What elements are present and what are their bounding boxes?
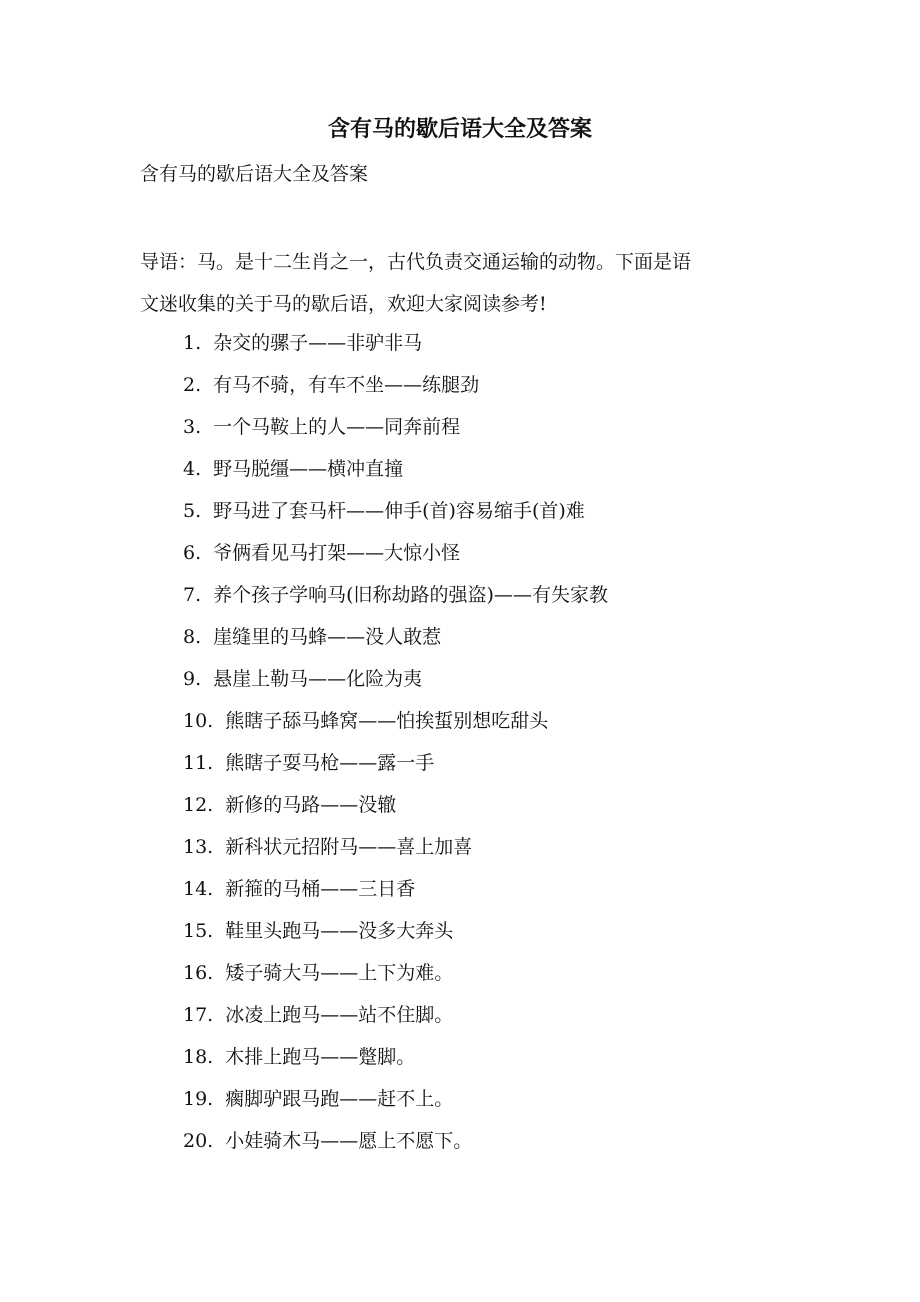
list-item-number: 6. xyxy=(183,542,202,564)
list-item-text: 一个马鞍上的人——同奔前程 xyxy=(213,416,461,438)
list-item-text: 新箍的马桶——三日香 xyxy=(225,878,416,900)
list-item xyxy=(183,409,608,451)
list-item-number: 1. xyxy=(183,332,202,354)
list-item xyxy=(183,829,608,871)
list-item-text: 新科状元招附马——喜上加喜 xyxy=(225,836,473,858)
list-item-number: 5. xyxy=(183,500,202,522)
intro-line: 导语：马。是十二生肖之一，古代负责交通运输的动物。下面是语 xyxy=(140,251,692,273)
list-item-text: 小娃骑木马——愿上不愿下。 xyxy=(225,1130,473,1152)
list-item-text: 矮子骑大马——上下为难。 xyxy=(225,962,454,984)
list-item xyxy=(183,661,608,703)
list-item-text: 养个孩子学响马(旧称劫路的强盗)——有失家教 xyxy=(213,584,608,606)
list-item-number: 17. xyxy=(183,1004,214,1026)
list-item-number: 14. xyxy=(183,878,214,900)
list-item-number: 15. xyxy=(183,920,214,942)
list-item xyxy=(183,367,608,409)
document-title: 含有马的歇后语大全及答案 xyxy=(327,116,592,142)
list-item-number: 12. xyxy=(183,794,214,816)
list-item-text: 熊瞎子耍马枪——露一手 xyxy=(225,752,435,774)
list-item-number: 3. xyxy=(183,416,202,438)
list-item xyxy=(183,787,608,829)
list-item xyxy=(183,451,608,493)
list-item-text: 野马进了套马杆——伸手(首)容易缩手(首)难 xyxy=(213,500,585,522)
list-item-number: 2. xyxy=(183,374,202,396)
list-item-text: 悬崖上勒马——化险为夷 xyxy=(213,668,423,690)
document-subtitle: 含有马的歇后语大全及答案 xyxy=(140,163,369,185)
list-item xyxy=(183,1039,608,1081)
list-item-number: 19. xyxy=(183,1088,214,1110)
list-item-text: 熊瞎子舔马蜂窝——怕挨蜇别想吃甜头 xyxy=(225,710,549,732)
list-item-text: 杂交的骡子——非驴非马 xyxy=(213,332,423,354)
list-item-number: 11. xyxy=(183,752,214,774)
list-item-number: 20. xyxy=(183,1130,214,1152)
list-item-number: 4. xyxy=(183,458,202,480)
list-item-number: 8. xyxy=(183,626,202,648)
list-item xyxy=(183,913,608,955)
list-item-number: 7. xyxy=(183,584,202,606)
list-item-text: 崖缝里的马蜂——没人敢惹 xyxy=(213,626,442,648)
list-item-text: 野马脱缰——横冲直撞 xyxy=(213,458,404,480)
list-item xyxy=(183,619,608,661)
list-item-number: 18. xyxy=(183,1046,214,1068)
list-item xyxy=(183,703,608,745)
intro-line: 文迷收集的关于马的歇后语，欢迎大家阅读参考! xyxy=(140,293,547,315)
intro-paragraph xyxy=(140,241,780,325)
list-item xyxy=(183,577,608,619)
list-item-number: 16. xyxy=(183,962,214,984)
list-item xyxy=(183,997,608,1039)
list-item xyxy=(183,871,608,913)
list-item-text: 爷俩看见马打架——大惊小怪 xyxy=(213,542,461,564)
list-item xyxy=(183,745,608,787)
list-item-text: 木排上跑马——蹩脚。 xyxy=(225,1046,416,1068)
list-item-number: 10. xyxy=(183,710,214,732)
proverb-list xyxy=(183,325,608,1165)
list-item xyxy=(183,1123,608,1165)
list-item-text: 新修的马路——没辙 xyxy=(225,794,397,816)
list-item xyxy=(183,1081,608,1123)
list-item xyxy=(183,493,608,535)
list-item-number: 13. xyxy=(183,836,214,858)
list-item xyxy=(183,325,608,367)
list-item-text: 冰凌上跑马——站不住脚。 xyxy=(225,1004,454,1026)
list-item-text: 有马不骑，有车不坐——练腿劲 xyxy=(213,374,480,396)
list-item xyxy=(183,955,608,997)
list-item-text: 鞋里头跑马——没多大奔头 xyxy=(225,920,454,942)
list-item-number: 9. xyxy=(183,668,202,690)
list-item-text: 瘸脚驴跟马跑——赶不上。 xyxy=(225,1088,454,1110)
list-item xyxy=(183,535,608,577)
